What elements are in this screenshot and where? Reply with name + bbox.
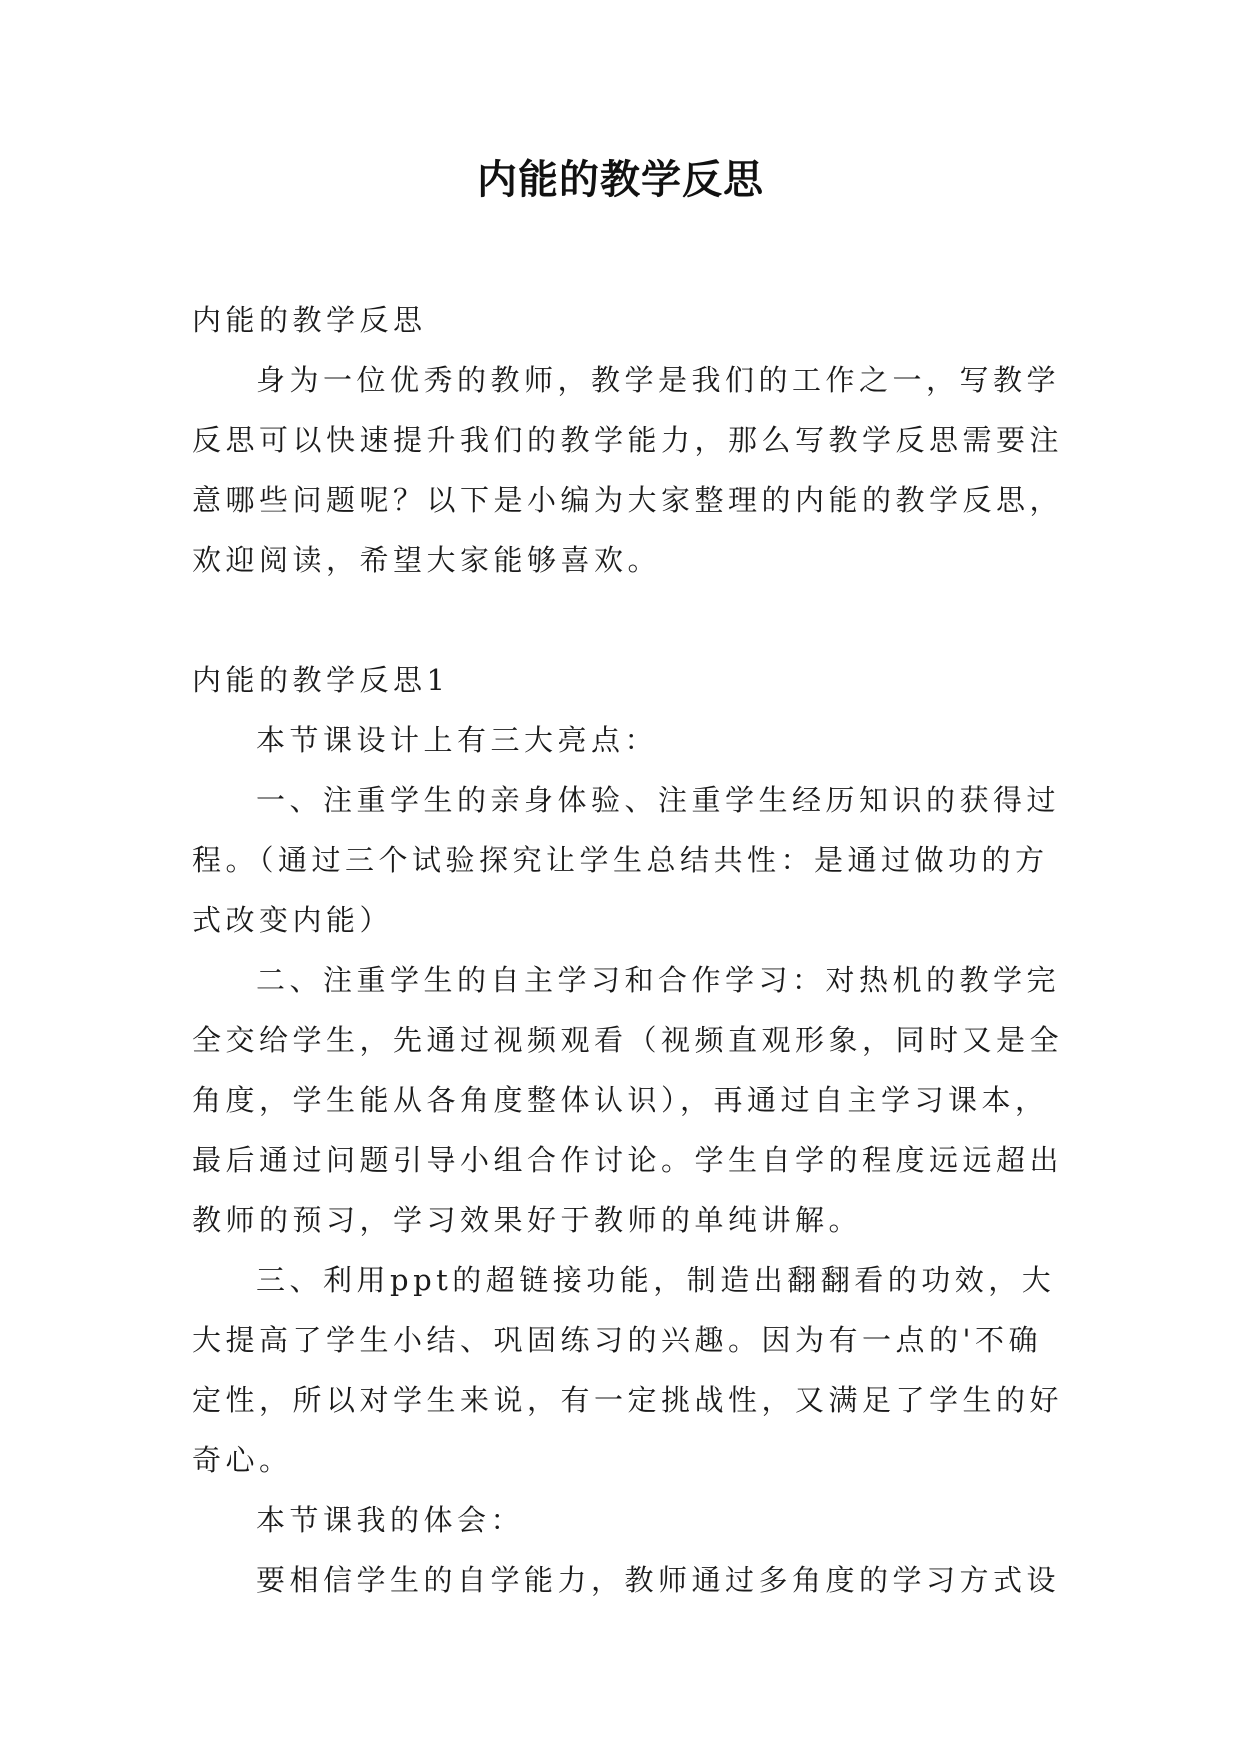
paragraph-line: 二、注重学生的自主学习和合作学习：对热机的教学完 — [256, 963, 1061, 997]
paragraph-line: 本节课设计上有三大亮点： — [256, 723, 659, 757]
intro-paragraph-line: 意哪些问题呢？以下是小编为大家整理的内能的教学反思， — [192, 483, 1064, 517]
paragraph-line: 要相信学生的自学能力，教师通过多角度的学习方式设 — [256, 1563, 1061, 1597]
document-title: 内能的教学反思 — [477, 157, 764, 203]
paragraph-line: 大提高了学生小结、巩固练习的兴趣。因为有一点的'不确 — [192, 1323, 1042, 1357]
paragraph-line: 奇心。 — [192, 1443, 293, 1477]
paragraph-line: 本节课我的体会： — [256, 1503, 525, 1537]
paragraph-line: 程。（通过三个试验探究让学生总结共性：是通过做功的方 — [192, 843, 1049, 877]
paragraph-line: 一、注重学生的亲身体验、注重学生经历知识的获得过 — [256, 783, 1061, 817]
intro-paragraph-line: 欢迎阅读，希望大家能够喜欢。 — [192, 543, 662, 577]
document-body — [192, 290, 1064, 1610]
intro-paragraph-line: 反思可以快速提升我们的教学能力，那么写教学反思需要注 — [192, 423, 1064, 457]
paragraph-line: 全交给学生，先通过视频观看（视频直观形象，同时又是全 — [192, 1023, 1064, 1057]
paragraph-line: 最后通过问题引导小组合作讨论。学生自学的程度远远超出 — [192, 1143, 1064, 1177]
section-spacer — [192, 590, 1052, 650]
paragraph-line: 定性，所以对学生来说，有一定挑战性，又满足了学生的好 — [192, 1383, 1064, 1417]
section-heading: 内能的教学反思1 — [192, 663, 450, 697]
intro-paragraph-line: 身为一位优秀的教师，教学是我们的工作之一，写教学 — [256, 363, 1061, 397]
paragraph-line: 三、利用ppt的超链接功能，制造出翻翻看的功效，大 — [256, 1263, 1056, 1297]
paragraph-line: 角度，学生能从各角度整体认识），再通过自主学习课本， — [192, 1083, 1049, 1117]
paragraph-line: 教师的预习，学习效果好于教师的单纯讲解。 — [192, 1203, 863, 1237]
intro-heading: 内能的教学反思 — [192, 303, 427, 337]
paragraph-line: 式改变内能） — [192, 903, 394, 937]
